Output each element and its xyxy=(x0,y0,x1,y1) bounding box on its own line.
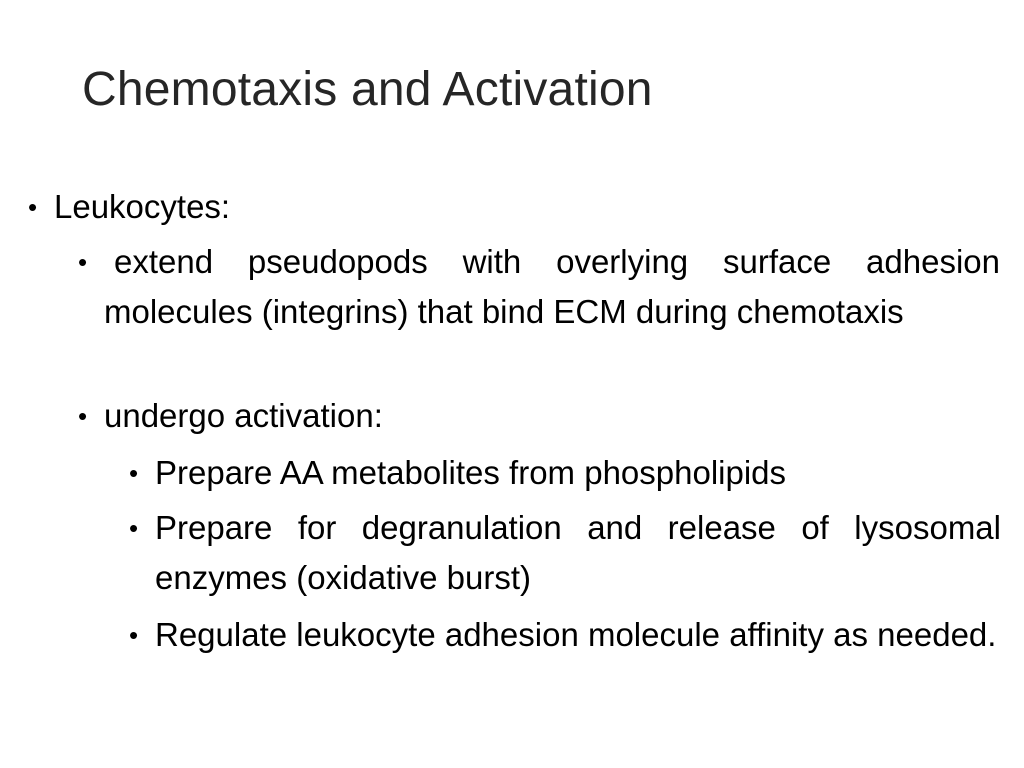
bullet-marker: • xyxy=(129,513,139,543)
bullet-leukocytes xyxy=(28,182,994,232)
slide-title: Chemotaxis and Activation xyxy=(82,63,653,116)
bullet-marker: • xyxy=(78,247,88,277)
bullet-text: Prepare AA metabolites from phospholipids xyxy=(155,454,787,491)
bullet-undergo-activation xyxy=(78,391,1000,441)
bullet-text: Regulate leukocyte adhesion molecule affinity as needed. xyxy=(155,616,997,653)
bullet-degranulation xyxy=(129,503,1001,603)
bullet-text: Leukocytes: xyxy=(54,188,231,225)
bullet-regulate-affinity xyxy=(129,610,1001,660)
bullet-text: Prepare for degranulation and release of lysosomal enzymes (oxidative burst) xyxy=(155,509,1001,596)
bullet-marker: • xyxy=(129,458,139,488)
bullet-marker: • xyxy=(129,620,139,650)
bullet-marker: • xyxy=(28,192,38,222)
bullet-text: extend pseudopods with overlying surface adhesion molecules (integrins) that bind ECM during chemotaxis xyxy=(104,243,1000,330)
bullet-text: undergo activation: xyxy=(104,397,383,434)
bullet-extend-pseudopods xyxy=(78,237,1000,337)
bullet-marker: • xyxy=(78,401,88,431)
bullet-aa-metabolites xyxy=(129,448,1001,498)
